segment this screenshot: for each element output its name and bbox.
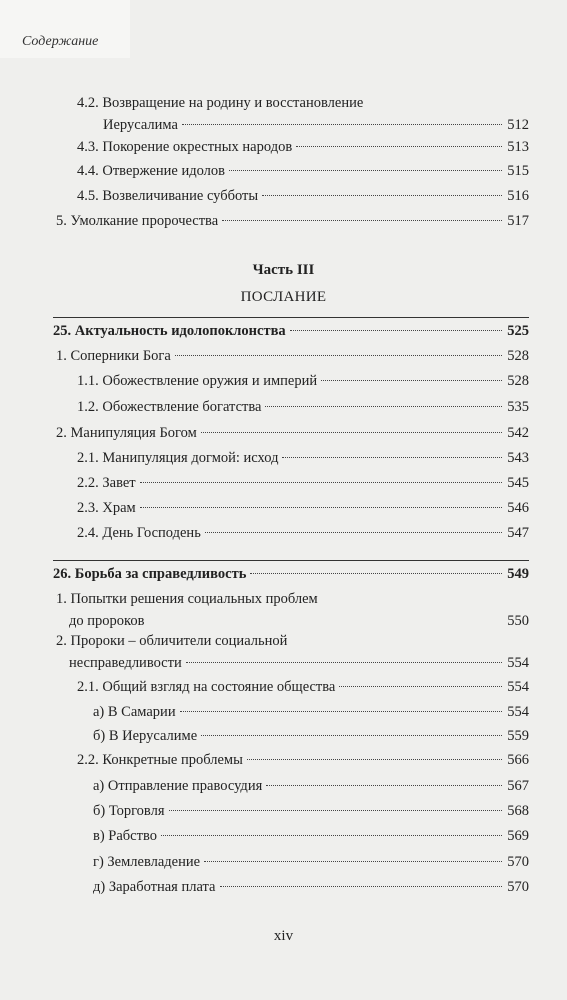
- running-head: [0, 0, 130, 58]
- dot-leader: [250, 573, 502, 574]
- chapter-title: 26. Борьба за справедливость: [53, 566, 247, 582]
- dot-leader: [180, 711, 502, 712]
- toc-entry-page: 517: [507, 213, 529, 229]
- toc-entry-page: 554: [507, 704, 529, 720]
- chapter-26-heading: [53, 563, 529, 585]
- dot-leader: [148, 620, 502, 621]
- dot-leader: [161, 835, 502, 836]
- toc-entry-title: б) В Иерусалиме: [93, 728, 198, 744]
- toc-entry: [77, 497, 529, 519]
- toc-entry-title: д) Заработная плата: [93, 879, 216, 895]
- toc-entry-title-cont: до пророков: [69, 613, 145, 629]
- toc-entry-title: 2.1. Общий взгляд на состояние общества: [77, 679, 336, 695]
- toc-entry-page: 554: [507, 679, 529, 695]
- toc-entry: [56, 588, 529, 632]
- dot-leader: [169, 810, 503, 811]
- toc-entry-title: а) В Самарии: [93, 704, 176, 720]
- toc-entry-page: 546: [507, 500, 529, 516]
- toc-entry-title: 4.3. Покорение окрестных народов: [77, 139, 293, 155]
- toc-entry-title: 2.4. День Господень: [77, 525, 201, 541]
- toc-entry: [77, 136, 529, 158]
- toc-entry: [77, 370, 529, 392]
- toc-entry: [77, 396, 529, 418]
- toc-entry-page: 513: [507, 139, 529, 155]
- toc-entry-page: 528: [507, 373, 529, 389]
- toc-entry-title: 5. Умолкание пророчества: [56, 213, 219, 229]
- toc-entry-title: 2.2. Конкретные проблемы: [77, 752, 243, 768]
- dot-leader: [175, 355, 502, 356]
- toc-entry-title: 2. Манипуляция Богом: [56, 425, 197, 441]
- toc-entry-title: 4.5. Возвеличивание субботы: [77, 188, 259, 204]
- dot-leader: [140, 507, 502, 508]
- toc-entry: [77, 522, 529, 544]
- toc-entry-page: 566: [507, 752, 529, 768]
- toc-entry: [77, 185, 529, 207]
- toc-entry: [56, 345, 529, 367]
- toc-entry-page: 516: [507, 188, 529, 204]
- toc-entry-page: 528: [507, 348, 529, 364]
- toc-entry: [56, 422, 529, 444]
- dot-leader: [265, 406, 502, 407]
- dot-leader: [220, 886, 503, 887]
- toc-entry: [93, 876, 529, 898]
- toc-entry-page: 547: [507, 525, 529, 541]
- toc-entry: [93, 775, 529, 797]
- toc-entry-title: 1. Попытки решения социальных проблем: [56, 591, 318, 607]
- dot-leader: [205, 532, 502, 533]
- toc-entry: [93, 825, 529, 847]
- dot-leader: [266, 785, 502, 786]
- toc-entry-title-cont: несправедливости: [69, 655, 182, 671]
- dot-leader: [182, 124, 502, 125]
- toc-entry-title: а) Отправление правосудия: [93, 778, 263, 794]
- running-head-title: Содержание: [22, 34, 99, 49]
- part-title: ПОСЛАНИЕ: [240, 289, 327, 305]
- toc-entry-page: 570: [507, 879, 529, 895]
- toc-entry-page: 554: [507, 655, 529, 671]
- page-number: xiv: [273, 928, 294, 944]
- dot-leader: [201, 432, 502, 433]
- dot-leader: [262, 195, 502, 196]
- section-rule: [53, 560, 529, 561]
- toc-entry-title: 1.1. Обожествление оружия и империй: [77, 373, 318, 389]
- dot-leader: [339, 686, 502, 687]
- toc-entry-title: в) Рабство: [93, 828, 157, 844]
- toc-entry-title: 4.4. Отвержение идолов: [77, 163, 226, 179]
- dot-leader: [321, 380, 502, 381]
- toc-entry-page: 543: [507, 450, 529, 466]
- dot-leader: [296, 146, 502, 147]
- toc-entry: [77, 447, 529, 469]
- toc-entry-title-cont: Иерусалима: [103, 117, 178, 133]
- toc-entry-title: 1.2. Обожествление богатства: [77, 399, 262, 415]
- toc-entry: [93, 800, 529, 822]
- toc-entry: [56, 630, 529, 674]
- dot-leader: [140, 482, 502, 483]
- toc-entry-page: 550: [507, 613, 529, 629]
- dot-leader: [282, 457, 502, 458]
- toc-entry: [93, 725, 529, 747]
- dot-leader: [222, 220, 502, 221]
- toc-entry-title: 2.1. Манипуляция догмой: исход: [77, 450, 279, 466]
- part-label: Часть III: [252, 262, 315, 278]
- dot-leader: [201, 735, 502, 736]
- toc-entry-title: 2. Пророки – обличители социальной: [56, 633, 288, 649]
- toc-entry-page: 559: [507, 728, 529, 744]
- chapter-page: 525: [507, 323, 529, 339]
- toc-entry-page: 535: [507, 399, 529, 415]
- toc-entry-page: 542: [507, 425, 529, 441]
- dot-leader: [186, 662, 502, 663]
- toc-entry-page: 568: [507, 803, 529, 819]
- toc-entry-page: 570: [507, 854, 529, 870]
- toc-entry: [93, 851, 529, 873]
- toc-entry-page: 512: [507, 117, 529, 133]
- toc-entry-page: 545: [507, 475, 529, 491]
- toc-entry: [56, 210, 529, 232]
- toc-entry-page: 569: [507, 828, 529, 844]
- dot-leader: [247, 759, 502, 760]
- toc-entry-title: 1. Соперники Бога: [56, 348, 171, 364]
- chapter-25-heading: [53, 320, 529, 342]
- toc-entry-page: 515: [507, 163, 529, 179]
- toc-entry: [77, 472, 529, 494]
- toc-entry-title: 2.3. Храм: [77, 500, 136, 516]
- toc-entry: [93, 701, 529, 723]
- toc-entry-title: б) Торговля: [93, 803, 165, 819]
- chapter-title: 25. Актуальность идолопоклонства: [53, 323, 286, 339]
- section-rule: [53, 317, 529, 318]
- toc-entry: [77, 160, 529, 182]
- toc-entry-title: 4.2. Возвращение на родину и восстановление: [77, 95, 364, 111]
- toc-entry-title: 2.2. Завет: [77, 475, 136, 491]
- toc-entry: [77, 92, 529, 136]
- toc-entry-page: 567: [507, 778, 529, 794]
- dot-leader: [204, 861, 502, 862]
- toc-entry: [77, 749, 529, 771]
- dot-leader: [229, 170, 502, 171]
- chapter-page: 549: [507, 566, 529, 582]
- dot-leader: [290, 330, 502, 331]
- toc-entry-title: г) Землевладение: [93, 854, 201, 870]
- toc-entry: [77, 676, 529, 698]
